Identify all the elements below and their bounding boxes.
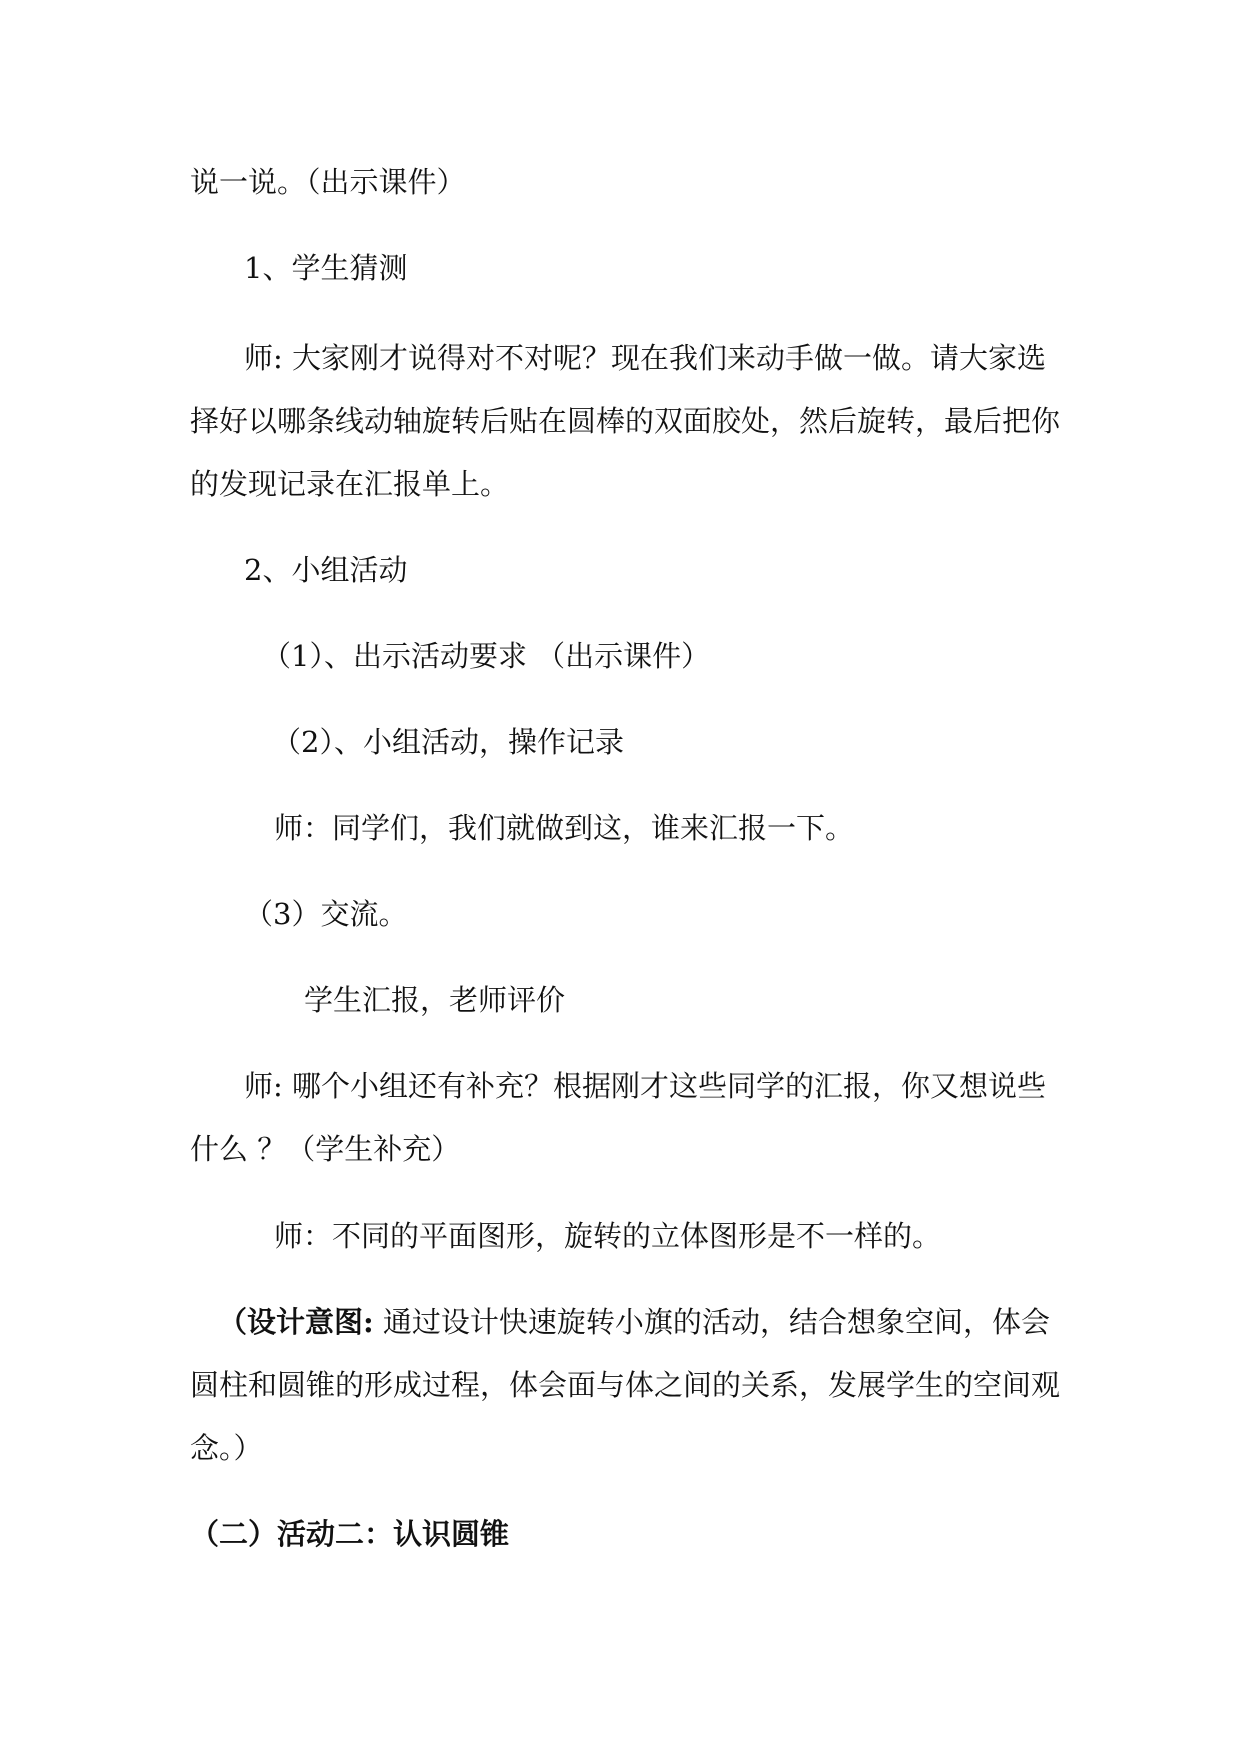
- text-line: 师: 大家刚才说得对不对呢？现在我们来动手做一做。请大家选: [244, 341, 1046, 375]
- text-line: 师：不同的平面图形，旋转的立体图形是不一样的。: [274, 1219, 942, 1253]
- text-line: 师: 哪个小组还有补充？根据刚才这些同学的汇报，你又想说些: [244, 1069, 1046, 1103]
- text-line: （3）交流。: [244, 897, 408, 931]
- design-intent-text: 通过设计快速旋转小旗的活动，结合想象空间，体会: [373, 1305, 1050, 1339]
- list-item-heading: 1、学生猜测: [244, 251, 408, 285]
- text-line: 什么 ？（学生补充）: [190, 1132, 461, 1166]
- text-line: 说一说。（出示课件）: [190, 165, 466, 199]
- list-item-heading: 2、小组活动: [244, 553, 408, 587]
- text-line: 择好以哪条线动轴旋转后贴在圆棒的双面胶处，然后旋转，最后把你: [190, 404, 1061, 438]
- text-line: 学生汇报，老师评价: [304, 983, 566, 1017]
- text-line: （2）、小组活动，操作记录: [272, 725, 624, 759]
- design-intent-line: [218, 1304, 1050, 1340]
- design-intent-label: （设计意图:: [218, 1305, 374, 1339]
- text-line: 的发现记录在汇报单上。: [190, 467, 510, 501]
- text-line: 念。）: [190, 1431, 263, 1465]
- section-heading: （二）活动二：认识圆锥: [190, 1517, 510, 1551]
- text-line: （1）、出示活动要求 （出示课件）: [262, 639, 711, 673]
- text-line: 师：同学们，我们就做到这，谁来汇报一下。: [274, 811, 855, 845]
- text-line: 圆柱和圆锥的形成过程，体会面与体之间的关系，发展学生的空间观: [190, 1368, 1061, 1402]
